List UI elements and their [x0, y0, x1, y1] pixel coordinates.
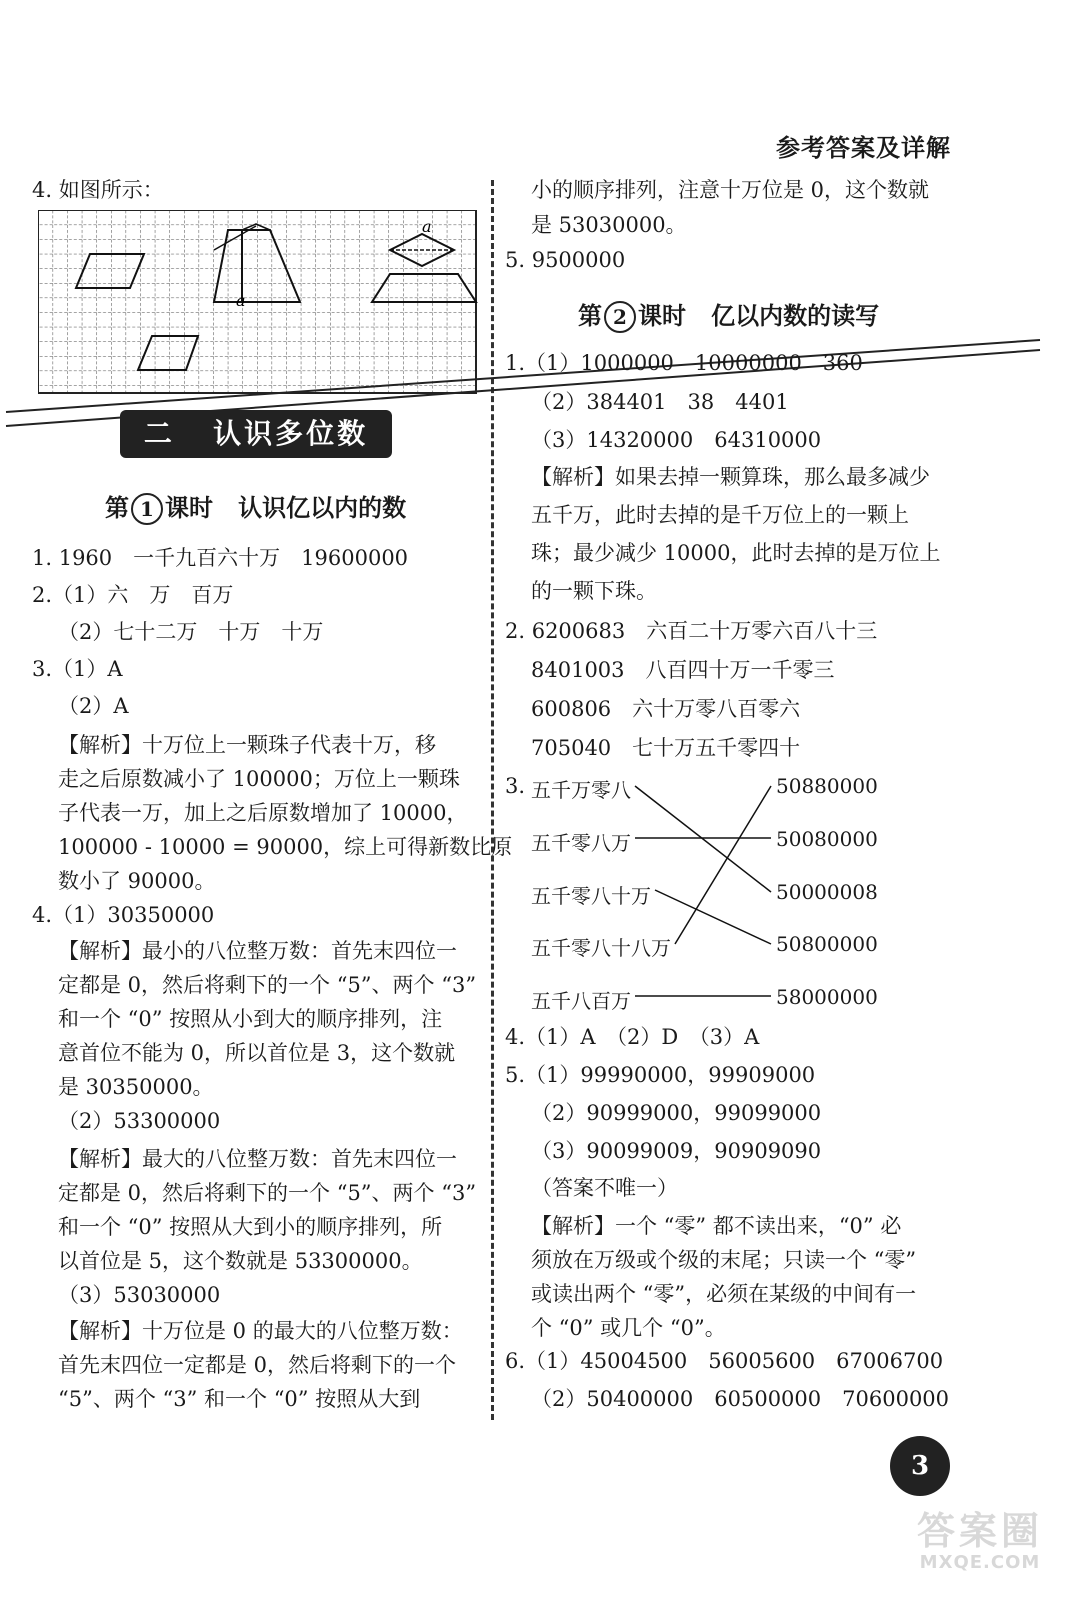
left-line-12: 定都是 0，然后将剩下的一个 “5”、两个 “3” — [58, 973, 477, 997]
right-line2-9: 6.（1）45004500 56005600 67006700 — [505, 1349, 944, 1373]
left-line-2: （2）七十二万 十万 十万 — [58, 620, 324, 644]
left-line-8: 100000 - 10000 = 90000，综上可得新数比原 — [58, 835, 513, 859]
left-line-14: 意首位不能为 0，所以首位是 3，这个数就 — [58, 1041, 456, 1065]
match-line-2 — [655, 890, 771, 944]
left-line-1: 2.（1）六 万 百万 — [32, 583, 234, 607]
lesson2-pre: 第 — [578, 301, 602, 330]
right-line2-0: 4.（1）A （2）D （3）A — [505, 1025, 760, 1049]
left-line-20: 以首位是 5，这个数就是 53300000。 — [58, 1249, 423, 1273]
left-line-4: （2）A — [58, 694, 129, 718]
left-line-3: 3.（1）A — [32, 657, 123, 681]
right-line2-6: 须放在万级或个级的末尾；只读一个 “零” — [531, 1248, 917, 1272]
match-left-4: 五千八百万 — [531, 989, 631, 1013]
right-line2-10: （2）50400000 60500000 70600000 — [531, 1387, 950, 1411]
left-line-16: （2）53300000 — [58, 1109, 221, 1133]
lesson2-title — [578, 296, 879, 333]
right-line2-8: 个 “0” 或几个 “0”。 — [531, 1316, 726, 1340]
right-line2-5: 【解析】一个 “零” 都不读出来，“0” 必 — [531, 1214, 902, 1238]
right-line-2: （3）14320000 64310000 — [531, 428, 822, 452]
left-line-18: 定都是 0，然后将剩下的一个 “5”、两个 “3” — [58, 1181, 477, 1205]
left-line-13: 和一个 “0” 按照从小到大的顺序排列，注 — [58, 1007, 443, 1031]
right-top-2: 5. 9500000 — [505, 248, 626, 272]
match-right-0: 50880000 — [776, 774, 878, 798]
right-line-10: 705040 七十万五千零四十 — [531, 736, 801, 760]
left-line-0: 1. 1960 一千九百六十万 19600000 — [32, 546, 409, 570]
left-line-9: 数小了 90000。 — [58, 869, 216, 893]
lesson2-name: 亿以内数的读写 — [711, 301, 880, 330]
left-line-6: 走之后原数减小了 100000；万位上一颗珠 — [58, 767, 460, 791]
right-line2-7: 或读出两个 “零”，必须在某级的中间有一 — [531, 1282, 917, 1306]
label-a-upper: a — [422, 217, 432, 236]
match-right-4: 58000000 — [776, 985, 878, 1009]
section-banner — [120, 410, 392, 458]
watermark — [880, 1510, 1080, 1573]
right-line-0: 1.（1）1000000 10000000 360 — [505, 351, 863, 375]
left-line-11: 【解析】最小的八位整万数：首先末四位一 — [58, 939, 457, 963]
watermark-bottom: MXQE.COM — [919, 1552, 1041, 1573]
left-line-15: 是 30350000。 — [58, 1075, 214, 1099]
left-line-17: 【解析】最大的八位整万数：首先末四位一 — [58, 1147, 457, 1171]
lesson1-title — [105, 488, 406, 525]
match-right-1: 50080000 — [776, 827, 878, 851]
right-line-5: 珠；最少减少 10000，此时去掉的是万位上 — [531, 541, 941, 565]
match-line-3 — [675, 786, 771, 944]
match-left-0: 五千万零八 — [531, 778, 631, 802]
right-top-1: 是 53030000。 — [531, 213, 687, 237]
right-line-6: 的一颗下珠。 — [531, 579, 657, 603]
match-left-1: 五千零八万 — [531, 831, 631, 855]
right-line-1: （2）384401 38 4401 — [531, 390, 789, 414]
match-line-0 — [635, 786, 771, 892]
right-line-8: 8401003 八百四十万一千零三 — [531, 658, 835, 682]
lesson1-pre: 第 — [105, 493, 129, 522]
right-line-7: 2. 6200683 六百二十万零六百八十三 — [505, 619, 878, 643]
q4-label: 4. 如图所示： — [32, 178, 164, 202]
right-line2-4: （答案不唯一） — [531, 1176, 678, 1200]
section-number: 二 — [143, 417, 175, 450]
lesson1-post: 课时 — [165, 493, 213, 522]
left-line-21: （3）53030000 — [58, 1283, 221, 1307]
match-right-2: 50000008 — [776, 880, 878, 904]
right-line-3: 【解析】如果去掉一颗算珠，那么最多减少 — [531, 465, 930, 489]
watermark-top: 答案圈 — [916, 1509, 1043, 1553]
lesson1-num: 1 — [131, 493, 163, 525]
right-top-0: 小的顺序排列，注意十万位是 0，这个数就 — [531, 178, 930, 202]
right-line2-3: （3）90099009，90909090 — [531, 1139, 822, 1163]
header-title: 参考答案及详解 — [776, 133, 951, 162]
left-line-22: 【解析】十万位是 0 的最大的八位整万数： — [58, 1319, 463, 1343]
left-line-10: 4.（1）30350000 — [32, 903, 215, 927]
left-line-5: 【解析】十万位上一颗珠子代表十万，移 — [58, 733, 436, 757]
right-line2-1: 5.（1）99990000，99909000 — [505, 1063, 816, 1087]
left-line-23: 首先末四位一定都是 0，然后将剩下的一个 — [58, 1353, 457, 1377]
right-line-4: 五千万，此时去掉的是千万位上的一颗上 — [531, 503, 909, 527]
match-left-3: 五千零八十八万 — [531, 936, 671, 960]
lesson1-name: 认识亿以内的数 — [238, 493, 407, 522]
left-line-19: 和一个 “0” 按照从大到小的顺序排列，所 — [58, 1215, 443, 1239]
left-line-7: 子代表一万，加上之后原数增加了 10000， — [58, 801, 468, 825]
page-number: 3 — [890, 1436, 950, 1496]
left-line-24: “5”、两个 “3” 和一个 “0” 按照从大到 — [58, 1387, 421, 1411]
lesson2-num: 2 — [604, 301, 636, 333]
section-title: 认识多位数 — [213, 417, 369, 450]
matching-lines — [505, 770, 785, 1020]
match-right-3: 50800000 — [776, 932, 878, 956]
lesson2-post: 课时 — [638, 301, 686, 330]
right-line2-2: （2）90999000，99099000 — [531, 1101, 822, 1125]
match-left-2: 五千零八十万 — [531, 884, 651, 908]
right-line-9: 600806 六十万零八百零六 — [531, 697, 801, 721]
q3-label: 3. — [505, 774, 526, 798]
label-a-lower: a — [236, 291, 246, 310]
